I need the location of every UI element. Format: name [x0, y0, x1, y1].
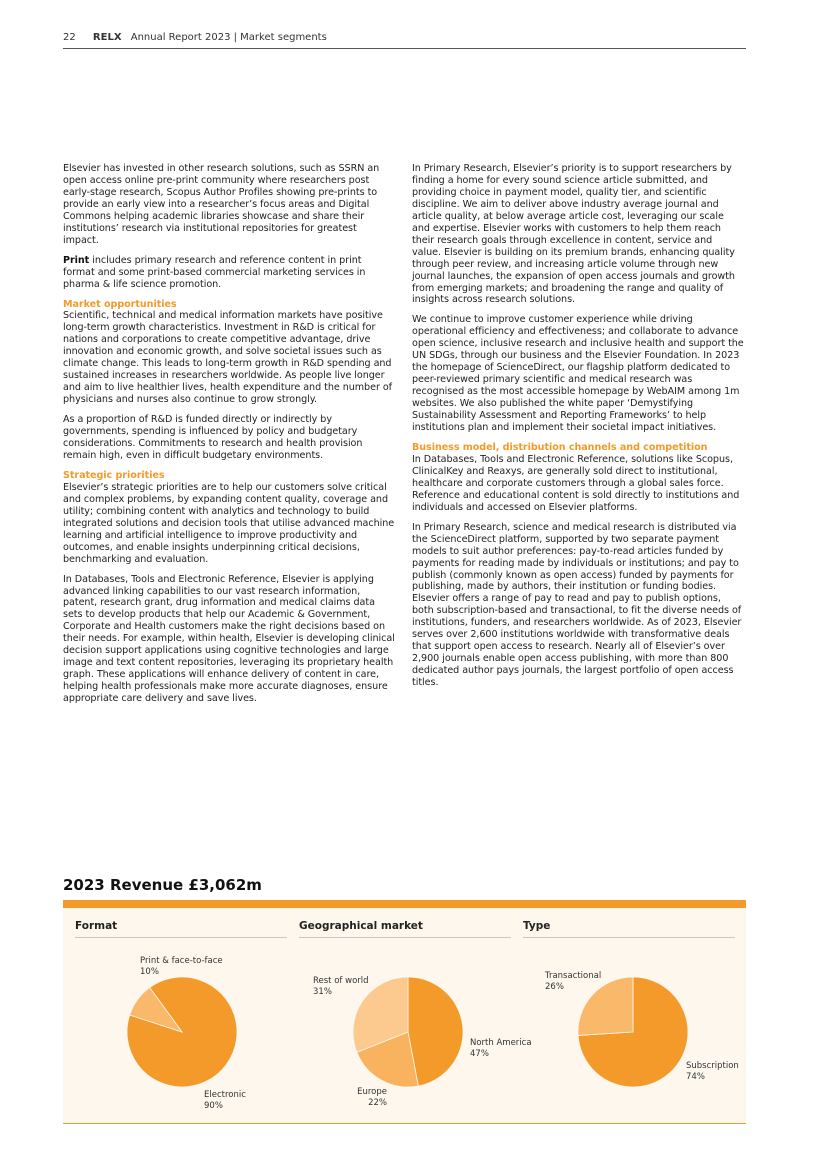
pie-chart-format: [126, 976, 238, 1088]
brand-name: RELX: [92, 32, 122, 43]
revenue-title: 2023 Revenue £3,062m: [63, 876, 262, 894]
paragraph: We continue to improve customer experience while driving operational efficiency and effectiveness; and collaborate to advance open science, inclusive research and inclusive health and support the UN SDGs, through our business and the Elsevier Foundation. In 2023 the homepage of ScienceDirect, our flagship platform dedicated to peer-reviewed primary scientific and medical research was recognised as the most accessible homepage by WebAIM among 1m websites. We also published the white paper ‘Demystifying Sustainability Assessment and Reporting Frameworks’ to help institutions plan and implement their societal impact initiatives.: [412, 314, 744, 434]
paragraph: In Databases, Tools and Electronic Reference, solutions like Scopus, ClinicalKey and Reaxys, are generally sold direct to institutional, healthcare and corporate customers through a global sales force. Reference and educational content is sold directly to institutions and individuals and accessed on Elsevier platforms.: [412, 453, 740, 513]
left-column: [63, 163, 395, 713]
chart-title-type: Type: [523, 920, 551, 932]
paragraph: In Primary Research, science and medical research is distributed via the ScienceDirect platform, supported by two separate payment models to suit author preferences: pay-to-read articles funded by payments for reading made by individuals or institutions; and pay to publish (commonly known as open access) funded by payments for publishing, made by authors, their institution or funding bodies. Elsevier offers a range of pay to read and pay to publish options, both subscription-based and transactional, to fit the diverse needs of institutions, funders, and researchers worldwide. As of 2023, Elsevier serves over 2,600 institutions worldwide with transformative deals that support open access to research. Nearly all of Elsevier’s over 2,900 journals enable open access publishing, with more than 800 dedicated author pays journals, the largest portfolio of open access titles.: [412, 521, 742, 689]
pie-chart-geography: [352, 976, 464, 1088]
paragraph: Elsevier has invested in other research solutions, such as SSRN an open access online pre-print community where researchers post early-stage research, Scopus Author Profiles showing pre-prints to provide an early view into a researcher’s focus areas and Digital Commons helping academic libraries showcase and share their institutions’ research via institutional repositories for greatest impact.: [63, 163, 380, 246]
section-heading: Market opportunities: [63, 298, 177, 310]
header-divider: [63, 48, 746, 49]
slice-label-europe: Europe 22%: [357, 1087, 387, 1108]
bold-term: Print: [63, 254, 90, 266]
slice-label-rest-of-world: Rest of world 31%: [313, 976, 369, 997]
paragraph: Elsevier’s strategic priorities are to help our customers solve critical and complex problems, by expanding content quality, coverage and utility; combining content with analytics and technology to build integrated solutions and decision tools that utilise advanced machine learning and artificial intelligence to improve productivity and outcomes, and enable insights underpinning critical decisions, benchmarking and evaluation.: [63, 481, 395, 565]
slice-label-north-america: North America 47%: [470, 1038, 532, 1059]
paragraph: In Primary Research, Elsevier’s priority is to support researchers by finding a home for every sound science article submitted, and providing choice in payment model, quality tier, and scientific discipline. We aim to deliver above industry average journal and article quality, at below average article cost, leveraging our scale and expertise. Elsevier works with customers to help them reach their research goals through excellence in content, service and value. Elsevier is building on its premium brands, enhancing quality through peer review, and increasing article volume through new journal launches, the expansion of open access journals and growth from emerging markets; and broadening the range and quality of insights across research solutions.: [412, 163, 735, 306]
chart-title-divider: [299, 937, 511, 938]
paragraph: In Databases, Tools and Electronic Reference, Elsevier is applying advanced linking capabilities to our vast research information, patent, research grant, drug information and medical claims data sets to develop products that help our Academic & Government, Corporate and Health customers make the right decisions based on their needs. For example, within health, Elsevier is developing clinical decision support applications using cognitive technologies and large image and text content repositories, leveraging its proprietary health graph. These applications will enhance delivery of content in care, helping health professionals make more accurate diagnoses, ensure appropriate care delivery and save lives.: [63, 573, 395, 705]
chart-title-divider: [75, 937, 287, 938]
chart-title-format: Format: [75, 920, 118, 932]
slice-label-subscription: Subscription 74%: [686, 1061, 739, 1082]
paragraph: As a proportion of R&D is funded directly or indirectly by governments, spending is influenced by policy and budgetary considerations. Commitments to research and health provision remain high, even in difficult budgetary environments.: [63, 414, 363, 461]
chart-title-divider: [523, 937, 735, 938]
paragraph: [63, 255, 395, 291]
paragraph-text: includes primary research and reference content in print format and some print-based commercial marketing services in pharma & life science promotion.: [63, 254, 366, 290]
slice-label-transactional: Transactional 26%: [545, 971, 602, 992]
page-header: [63, 32, 746, 43]
slice-label-electronic: Electronic 90%: [204, 1090, 246, 1111]
chart-title-geography: Geographical market: [299, 920, 423, 932]
section-heading: Strategic priorities: [63, 469, 165, 481]
paragraph: Scientific, technical and medical information markets have positive long-term growth characteristics. Investment in R&D is critical for nations and corporations to create competitive advantage, drive innovation and economic growth, and solve societal issues such as climate change. This leads to long-term growth in R&D spending and sustained increases in researchers worldwide. As people live longer and aim to live healthier lives, health expenditure and the number of physicians and nurses also continue to grow strongly.: [63, 310, 392, 406]
section-heading: Business model, distribution channels and competition: [412, 441, 708, 453]
pie-slice-north-america: [408, 977, 463, 1086]
header-title: Annual Report 2023 | Market segments: [130, 32, 327, 43]
right-column: [412, 163, 744, 697]
page-number: 22: [63, 32, 76, 43]
slice-label-print: Print & face-to-face 10%: [140, 956, 223, 977]
